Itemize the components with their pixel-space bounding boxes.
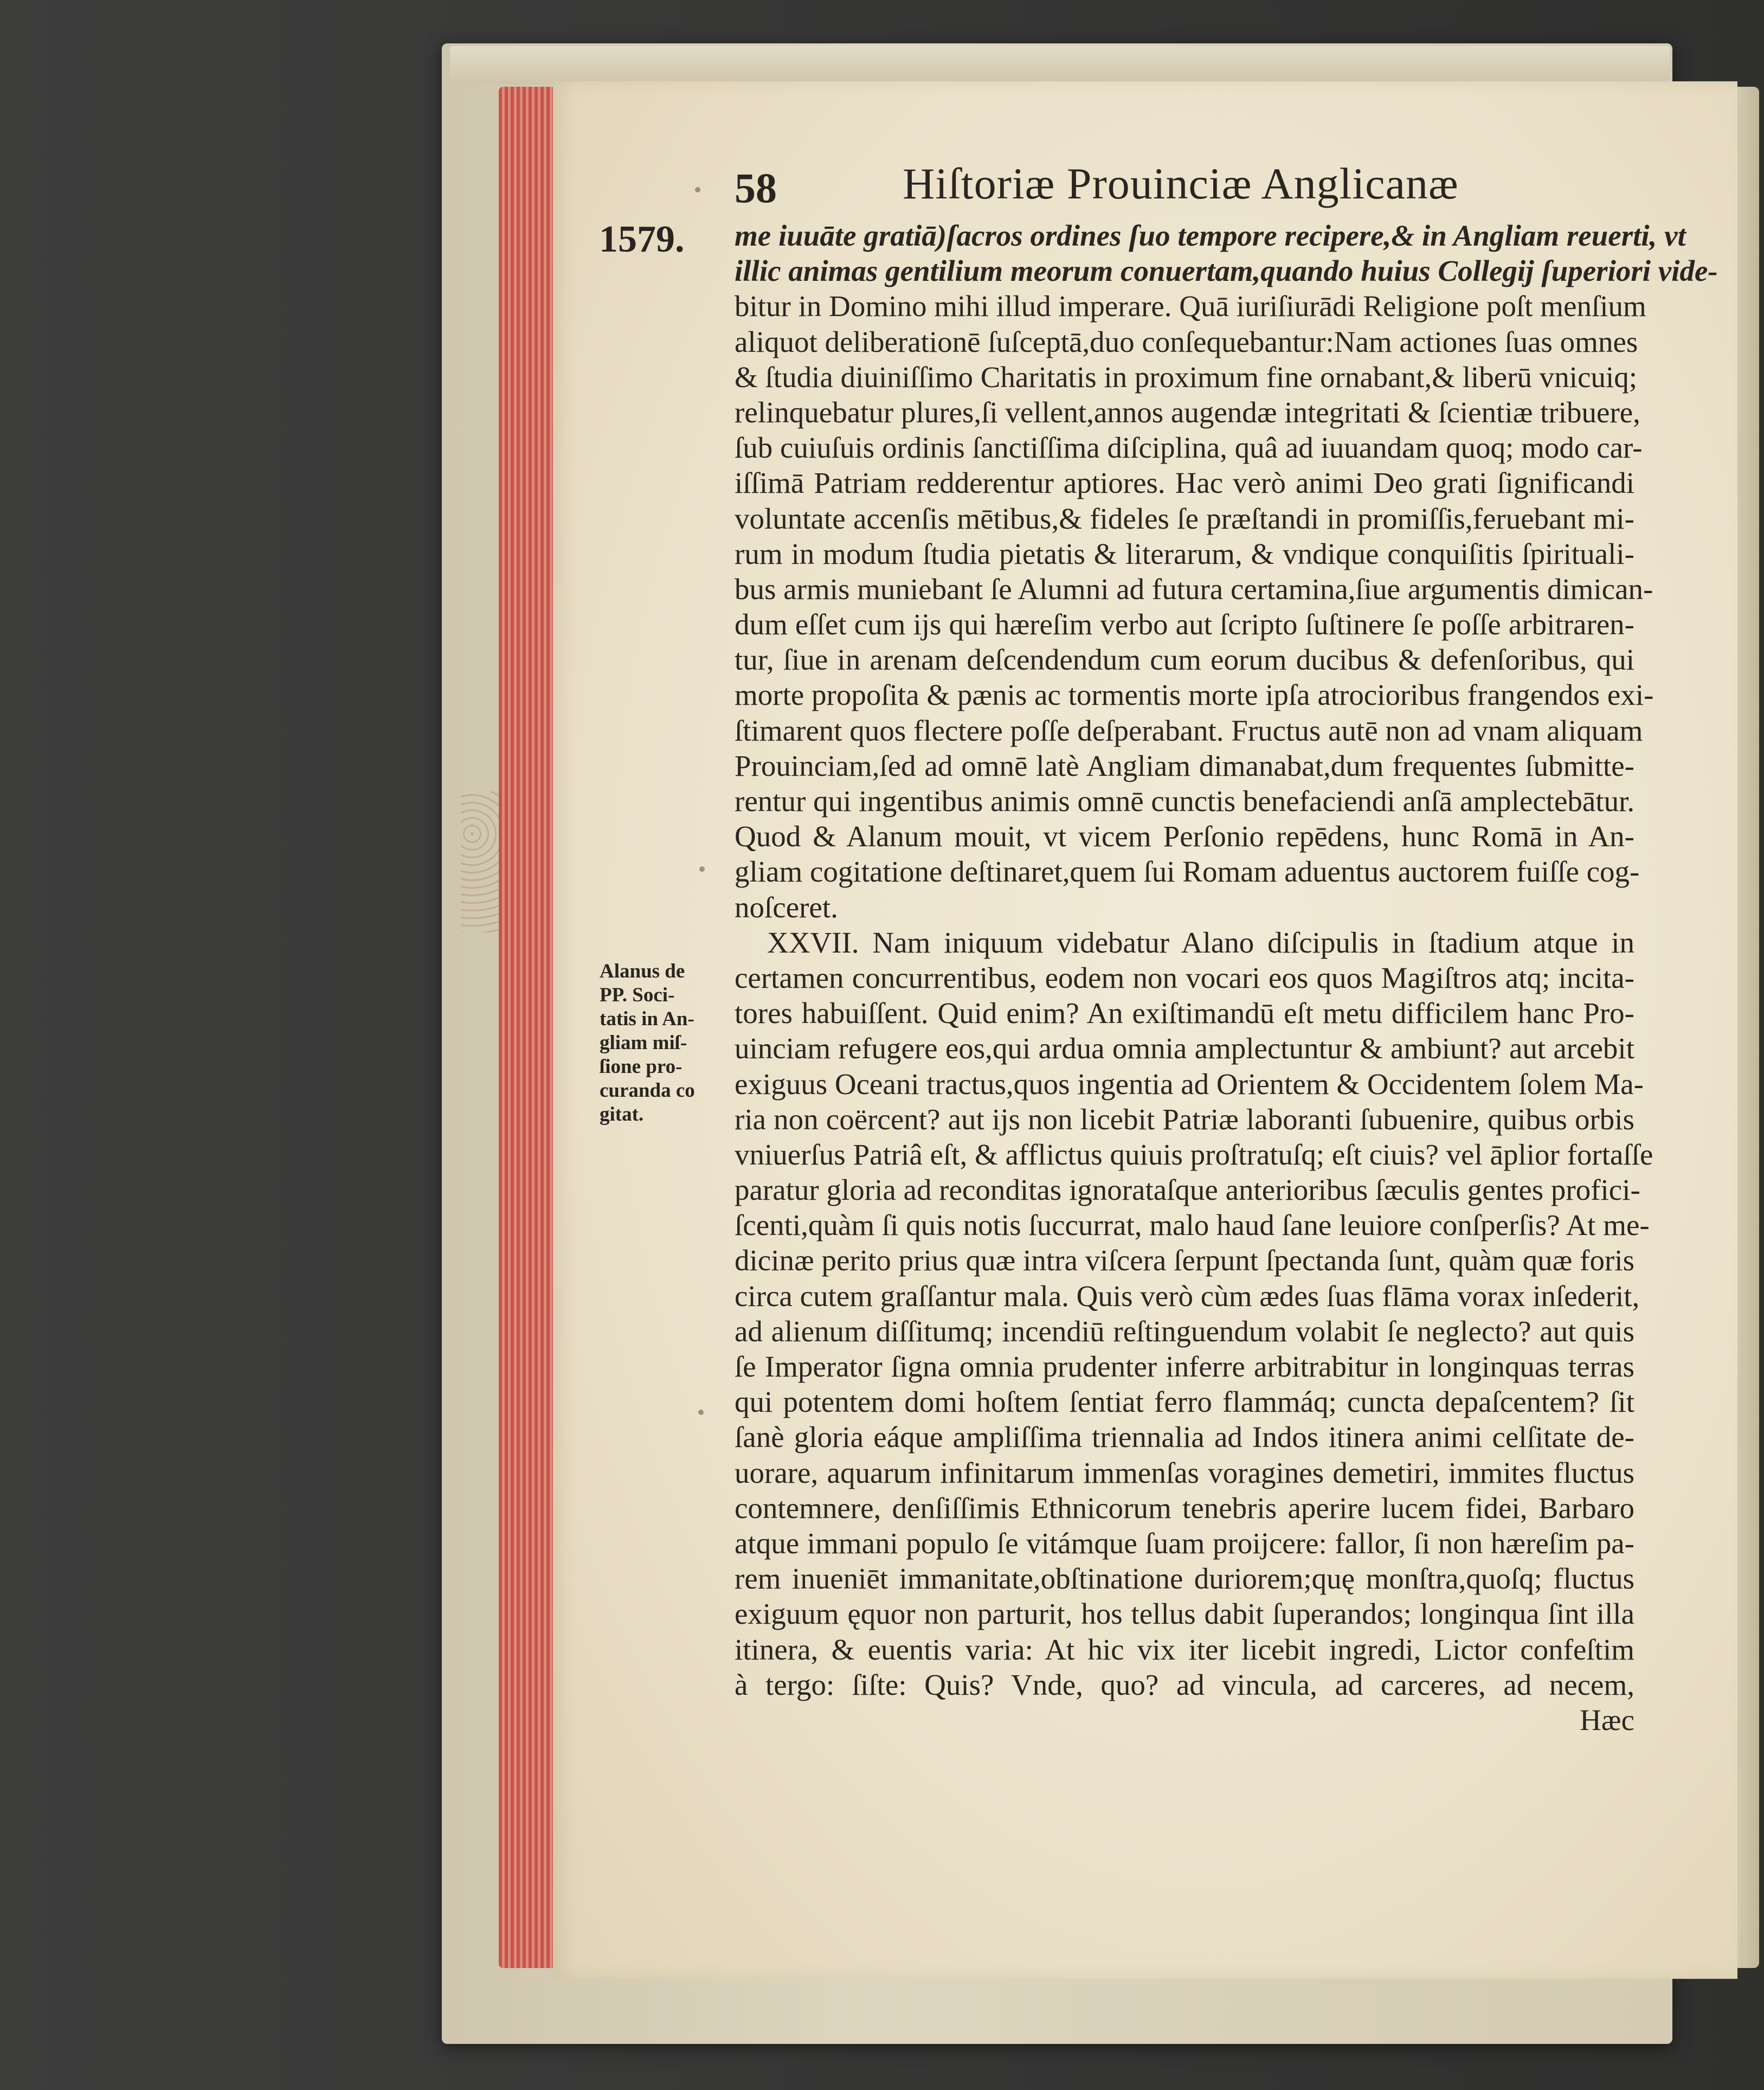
text-line: tur, ſiue in arenam deſcendendum cum eorum ducibus & defenſoribus, qui: [735, 643, 1634, 677]
text-line: paratur gloria ad reconditas ignorataſque anterioribus ſæculis gentes profici-: [735, 1173, 1640, 1207]
text-line: ſub cuiuſuis ordinis ſanctiſſima diſciplina, quâ ad iuuandam quoq; modo car-: [735, 431, 1643, 465]
text-line: itinera, & euentis varia: At hic vix iter licebit ingredi, Lictor confeſtim: [735, 1632, 1634, 1666]
text-line: ſanè gloria eáque ampliſſima triennalia ad Indos itinera animi celſitate de-: [735, 1420, 1634, 1454]
page-header: [564, 158, 1702, 218]
text-line: me iuuāte gratiā)ſacros ordines ſuo tempore recipere,& in Angliam reuerti, vt: [735, 219, 1686, 252]
text-line: qui potentem domi hoſtem ſentiat ferro flammáq; cuncta depaſcentem? ſit: [735, 1385, 1634, 1419]
cover-stains: [461, 792, 499, 933]
text-line: uinciam refugere eos,qui ardua omnia amplectuntur & ambiunt? aut arcebit: [735, 1032, 1634, 1065]
text-line: circa cutem graſſantur mala. Quis verò cùm ædes ſuas flāma vorax inſederit,: [735, 1279, 1640, 1313]
margin-note-line: gitat.: [600, 1103, 644, 1126]
text-line: XXVII. Nam iniquum videbatur Alano diſcipulis in ſtadium atque in: [767, 925, 1634, 959]
text-line: uorare, aquarum infinitarum immenſas voragines demetiri, immites fluctus: [735, 1456, 1634, 1489]
text-line: gliam cogitatione deſtinaret,quem ſui Romam aduentus auctorem fuiſſe cog-: [735, 855, 1640, 889]
text-line: bitur in Domino mihi illud imperare. Quā iuriſiurādi Religione poſt menſium: [735, 290, 1646, 323]
margin-note-line: Alanus de: [600, 960, 685, 982]
margin-year: 1579.: [599, 218, 685, 260]
text-line: bus armis muniebant ſe Alumni ad futura certamina,ſiue argumentis dimican-: [735, 572, 1653, 606]
text-line: ria non coërcent? aut ijs non licebit Patriæ laboranti ſubuenire, quibus orbis: [735, 1102, 1634, 1136]
text-line: à tergo: ſiſte: Quis? Vnde, quo? ad vincula, ad carceres, ad necem,: [735, 1668, 1634, 1701]
text-line: ſtimarent quos flectere poſſe deſperabant. Fructus autē non ad vnam aliquam: [735, 713, 1643, 747]
text-line: dum eſſet cum ijs qui hæreſim verbo aut ſcripto ſuſtinere ſe poſſe arbitraren-: [735, 608, 1634, 641]
text-line: rentur qui ingentibus animis omnē cunctis benefaciendi anſā amplectebātur.: [735, 784, 1635, 818]
text-line: tores habuiſſent. Quid enim? An exiſtimandū eſt metu difficilem hanc Pro-: [735, 996, 1634, 1030]
text-line: Prouinciam,ſed ad omnē latè Angliam dimanabat,dum frequentes ſubmitte-: [735, 749, 1634, 782]
text-line: rem inueniēt immanitate,obſtinatione duriorem;quę monſtra,quoſq; fluctus: [735, 1562, 1634, 1596]
red-page-edges: [499, 87, 558, 1968]
page-number: 58: [735, 164, 777, 211]
margin-note-line: tatis in An-: [600, 1008, 694, 1030]
text-line: morte propoſita & pænis ac tormentis morte ipſa atrocioribus frangendos exi-: [735, 678, 1654, 712]
margin-note-line: curanda co: [600, 1079, 695, 1102]
text-line: rum in modum ſtudia pietatis & literarum, & vndique conquiſitis ſpirituali-: [735, 537, 1634, 570]
page-blemish: [699, 866, 705, 872]
margin-note: [600, 960, 730, 1127]
text-line: contemnere, denſiſſimis Ethnicorum tenebris aperire lucem fidei, Barbaro: [735, 1491, 1634, 1525]
text-line: noſceret.: [735, 890, 838, 924]
text-line: exiguum ęquor non parturit, hos tellus dabit ſuperandos; longinqua ſint illa: [735, 1597, 1634, 1631]
main-text: [735, 218, 1718, 1738]
margin-note-line: gliam miſ-: [600, 1032, 687, 1054]
text-line: Quod & Alanum mouit, vt vicem Perſonio repēdens, hunc Romā in An-: [735, 820, 1634, 853]
text-line: illic animas gentilium meorum conuertam,quando huius Collegij ſuperiori vide-: [735, 254, 1718, 288]
text-line: dicinæ perito prius quæ intra viſcera ſerpunt ſpectanda ſunt, quàm quæ foris: [735, 1244, 1634, 1277]
text-line: ſe Imperator ſigna omnia prudenter inferre arbitrabitur in longinquas terras: [735, 1350, 1634, 1383]
text-line: iſſimā Patriam redderentur aptiores. Hac verò animi Deo grati ſignificandi: [735, 466, 1634, 500]
text-line: atque immani populo ſe vitámque ſuam proijcere: fallor, ſi non hæreſim pa-: [735, 1526, 1634, 1560]
text-line: relinquebatur plures,ſi vellent,annos augendæ integritati & ſcientiæ tribuere,: [735, 395, 1640, 429]
text-line: exiguus Oceani tractus,quos ingentia ad Orientem & Occidentem ſolem Ma-: [735, 1067, 1644, 1101]
text-line: voluntate accenſis mētibus,& fideles ſe præſtandi in promiſſis,feruebant mi-: [735, 501, 1634, 535]
margin-note-line: PP. Soci-: [600, 984, 675, 1006]
text-line: ſcenti,quàm ſi quis notis ſuccurrat, malo haud ſane leuiore conſperſis? At me-: [735, 1208, 1650, 1242]
page-blemish: [698, 1410, 704, 1415]
text-line: certamen concurrentibus, eodem non vocari eos quos Magiſtros atq; incita-: [735, 961, 1634, 994]
book-cover-top-edge: [450, 46, 1670, 84]
text-line: vniuerſus Patriâ eſt, & afflictus quiuis proſtratuſq; eſt ciuis? vel āplior fortaſſe: [735, 1137, 1653, 1171]
text-line: aliquot deliberationē ſuſceptā,duo conſequebantur:Nam actiones ſuas omnes: [735, 325, 1638, 358]
running-title: Hiſtoriæ Prouinciæ Anglicanæ: [903, 159, 1459, 208]
text-line: & ſtudia diuiniſſimo Charitatis in proximum fine ornabant,& liberū vnicuiq;: [735, 360, 1638, 394]
margin-note-line: ſione pro-: [600, 1056, 683, 1078]
text-line: ad alienum diſſitumq; incendiū reſtinguendum volabit ſe neglecto? aut quis: [735, 1314, 1634, 1348]
catchword: Hæc: [1580, 1703, 1634, 1737]
